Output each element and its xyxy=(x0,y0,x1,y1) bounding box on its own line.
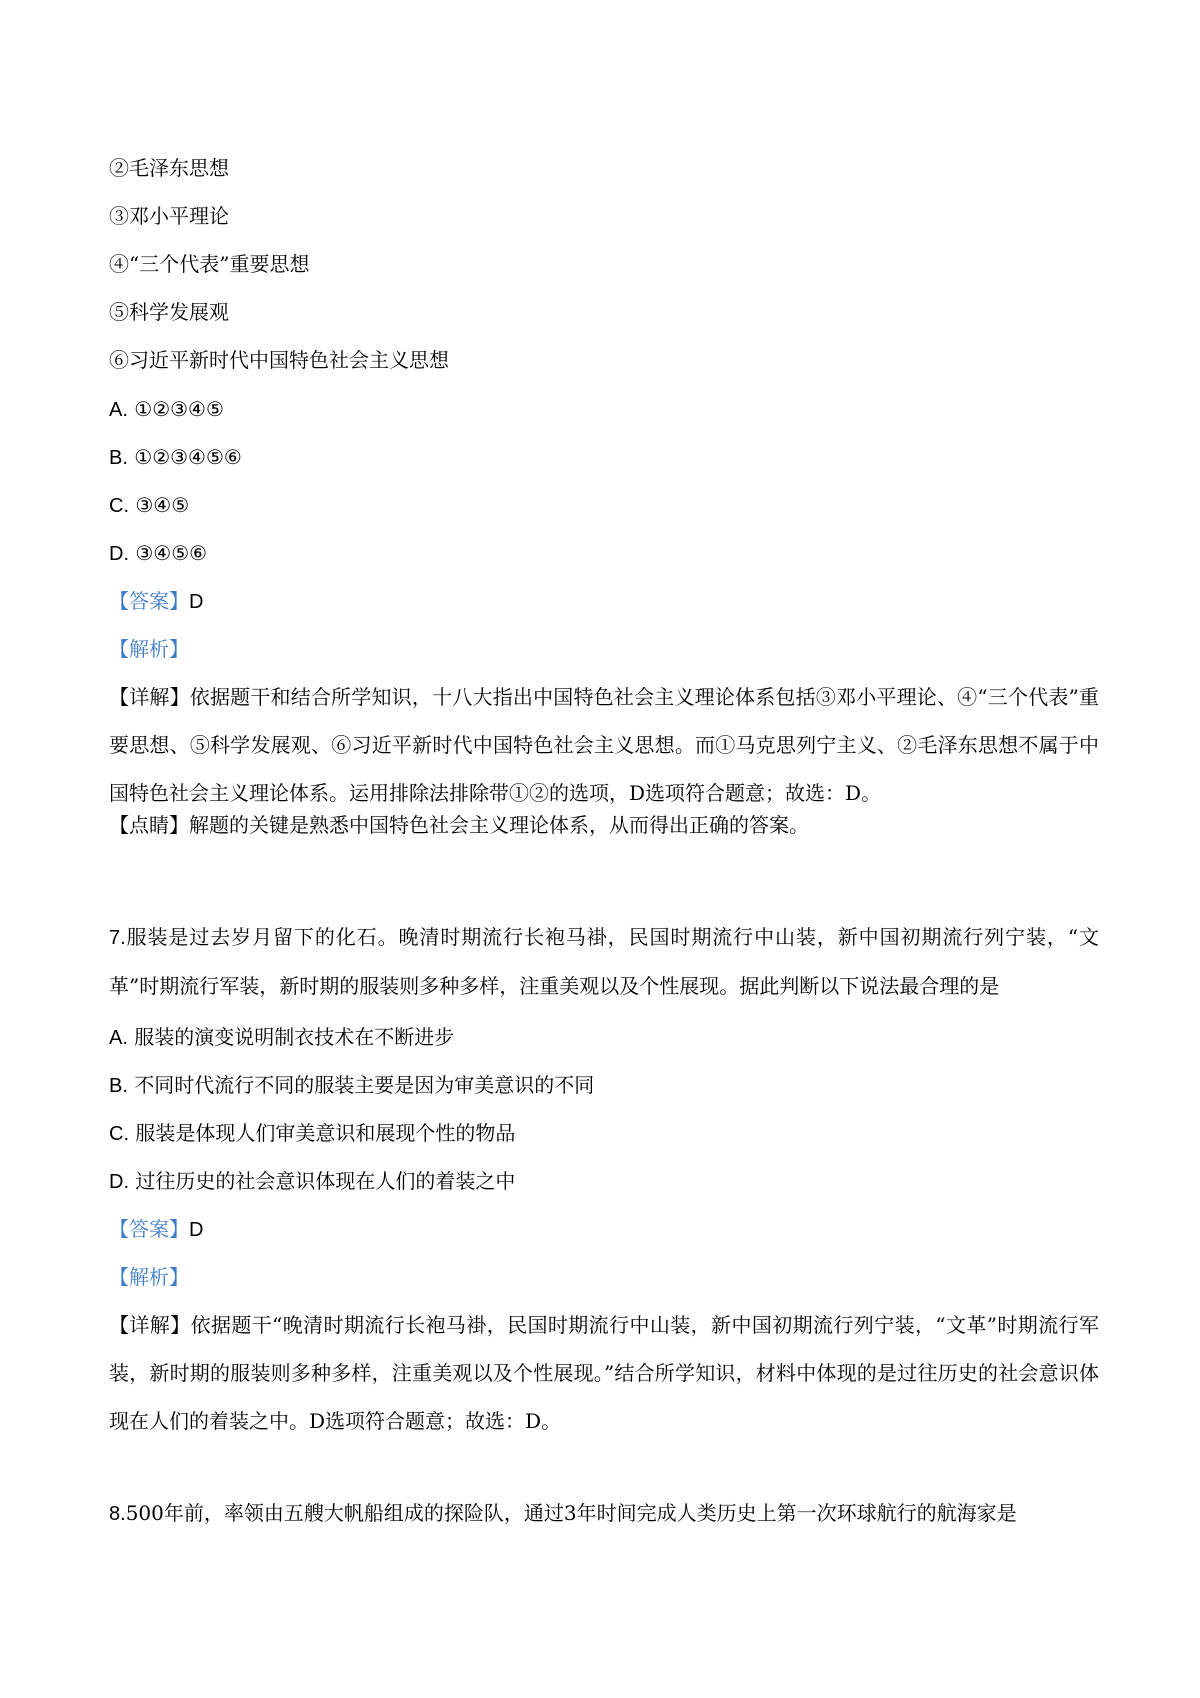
q6-analysis xyxy=(109,636,189,662)
q6-item-5 xyxy=(109,299,229,325)
q7-option-d-letter: D. xyxy=(109,1171,129,1193)
q7-number: 7. xyxy=(109,927,126,949)
q7-detail-text: 依据题干“晚清时期流行长袍马褂，民国时期流行中山装，新中国初期流行列宁装，“文革”时期流行军装，新时期的服装则多种多样，注重美观以及个性展现。”结合所学知识，材料中体现的是过往历史的社会意识体现在人们的着装之中。D选项符合题意；故选：D。 xyxy=(109,1313,1099,1433)
q8-stem xyxy=(109,1500,1017,1527)
q7-option-c-text: 服装是体现人们审美意识和展现个性的物品 xyxy=(135,1121,516,1145)
q6-item-2 xyxy=(109,155,229,181)
q6-option-b xyxy=(109,444,242,471)
q6-option-a-letter: A. xyxy=(109,399,128,421)
q7-option-d xyxy=(109,1168,515,1195)
q6-option-c-text: ③④⑤ xyxy=(135,493,190,517)
q7-answer xyxy=(109,1216,203,1243)
q7-option-d-text: 过往历史的社会意识体现在人们的着装之中 xyxy=(135,1169,516,1193)
q8-stem-text: 500年前，率领由五艘大帆船组成的探险队，通过3年时间完成人类历史上第一次环球航行的航海家是 xyxy=(125,1501,1017,1525)
q6-item-4-text: ④“三个代表”重要思想 xyxy=(109,252,310,276)
q6-option-d-text: ③④⑤⑥ xyxy=(135,541,208,565)
q6-item-6-text: ⑥习近平新时代中国特色社会主义思想 xyxy=(109,348,449,372)
q8-number: 8. xyxy=(109,1503,126,1525)
q6-option-a-text: ①②③④⑤ xyxy=(134,397,224,421)
q6-option-b-text: ①②③④⑤⑥ xyxy=(134,445,242,469)
q6-item-4 xyxy=(109,251,309,277)
q7-answer-value: D xyxy=(189,1219,204,1241)
q6-detail-text: 依据题干和结合所学知识，十八大指出中国特色社会主义理论体系包括③邓小平理论、④“三个代表”重要思想、⑤科学发展观、⑥习近平新时代中国特色社会主义思想。而①马克思列宁主义、②毛泽东思想不属于中国特色社会主义理论体系。运用排除法排除带①②的选项，D选项符合题意；故选：D。 xyxy=(109,685,1099,805)
q7-option-b xyxy=(109,1072,594,1099)
q6-note xyxy=(109,812,809,838)
q7-option-c xyxy=(109,1120,515,1147)
q7-option-a-letter: A. xyxy=(109,1027,128,1049)
q6-analysis-tag: 【解析】 xyxy=(109,637,189,661)
q6-item-3-text: ③邓小平理论 xyxy=(109,204,229,228)
q6-item-3 xyxy=(109,203,229,229)
q7-option-c-letter: C. xyxy=(109,1123,129,1145)
q6-note-text: 解题的关键是熟悉中国特色社会主义理论体系，从而得出正确的答案。 xyxy=(189,813,809,837)
q6-option-d xyxy=(109,540,207,567)
q6-item-2-text: ②毛泽东思想 xyxy=(109,156,229,180)
q6-note-tag: 【点睛】 xyxy=(109,813,189,837)
q7-option-b-letter: B. xyxy=(109,1075,128,1097)
q7-detail xyxy=(109,1301,1099,1445)
q7-option-b-text: 不同时代流行不同的服装主要是因为审美意识的不同 xyxy=(134,1073,595,1097)
q6-item-6 xyxy=(109,347,449,373)
q6-option-c xyxy=(109,492,189,519)
q7-stem-text: 服装是过去岁月留下的化石。晚清时期流行长袍马褂，民国时期流行中山装，新中国初期流行列宁装，“文革”时期流行军装，新时期的服装则多种多样，注重美观以及个性展现。据此判断以下说法最合理的是 xyxy=(109,925,1099,998)
q6-option-d-letter: D. xyxy=(109,543,129,565)
q6-option-c-letter: C. xyxy=(109,495,129,517)
q7-option-a-text: 服装的演变说明制衣技术在不断进步 xyxy=(134,1025,455,1049)
q7-analysis-tag: 【解析】 xyxy=(109,1265,189,1289)
q6-item-5-text: ⑤科学发展观 xyxy=(109,300,229,324)
q6-answer-value: D xyxy=(189,591,204,613)
q6-option-b-letter: B. xyxy=(109,447,128,469)
q6-option-a xyxy=(109,396,224,423)
q6-detail xyxy=(109,673,1099,817)
q6-answer xyxy=(109,588,203,615)
q7-analysis xyxy=(109,1264,189,1290)
q6-detail-tag: 【详解】 xyxy=(109,685,190,709)
q6-answer-tag: 【答案】 xyxy=(109,589,189,613)
q7-stem xyxy=(109,913,1099,1010)
q7-answer-tag: 【答案】 xyxy=(109,1217,189,1241)
q7-option-a xyxy=(109,1024,454,1051)
q7-detail-tag: 【详解】 xyxy=(109,1313,191,1337)
